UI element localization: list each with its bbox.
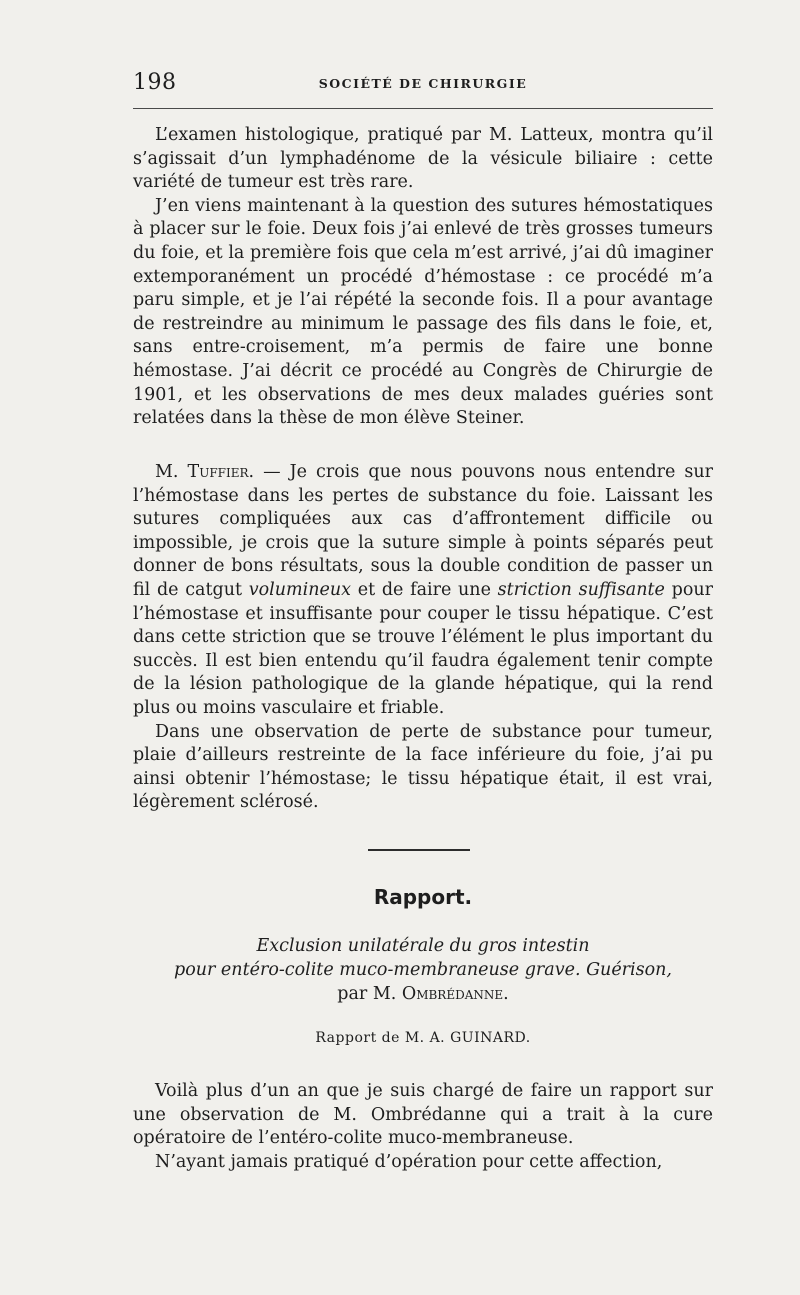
report-title-line-2: pour entéro-colite muco-membraneuse grave. Guérison,	[174, 960, 672, 980]
text-run: et de faire une	[351, 579, 498, 600]
section-title: Rapport.	[373, 885, 473, 909]
author-prefix: par M.	[337, 984, 402, 1004]
body-text-block-2	[133, 461, 713, 815]
speaker-prefix: M.	[155, 462, 188, 482]
body-text-block-1	[133, 124, 713, 431]
report-author-line	[133, 982, 713, 1006]
paragraph-voila: Voilà plus d’un an que je suis chargé de faire un rapport sur une observation de M. Ombrédanne qui a trait à la cure opératoire de l’entéro-colite muco-membraneuse.	[133, 1081, 713, 1149]
paragraph-latteux: L’examen histologique, pratiqué par M. Latteux, montra qu’il s’agissait d’un lymphadénome de la vésicule biliaire : cette variété de tumeur est très rare.	[133, 125, 713, 193]
running-head: SOCIÉTÉ DE CHIRURGIE	[318, 76, 528, 91]
author-suffix: .	[503, 984, 509, 1004]
report-title-line-1: Exclusion unilatérale du gros intestin	[256, 936, 590, 956]
page-header	[133, 68, 713, 109]
paragraph-sutures: J’en viens maintenant à la question des sutures hémostatiques à placer sur le foie. Deux fois j’ai enlevé de très grosses tumeurs du foie, et la première fois que cela m’est arrivé, j’ai dû imaginer extemporanément un procédé d’hémostase : ce procédé m’a paru simple, et je l’ai répété la seconde fois. Il a pour avantage de restreindre au minimum le passage des fils dans le foie, et, sans entre-croisement, m’a permis de faire une bonne hémostase. J’ai décrit ce procédé au Congrès de Chirurgie de 1901, et les observations de mes deux malades guéries sont relatées dans la thèse de mon élève Steiner.	[133, 195, 713, 429]
section-divider	[368, 849, 470, 851]
paragraph-nayant: N’ayant jamais pratiqué d’opération pour cette affection,	[155, 1151, 663, 1172]
body-text-block-3	[133, 1080, 713, 1174]
emphasis-volumineux: volumineux	[248, 579, 351, 600]
author-name: Ombrédanne	[401, 984, 504, 1004]
paragraph-observation: Dans une observation de perte de substance pour tumeur, plaie d’ailleurs restreinte de la face inférieure du foie, j’ai pu ainsi obtenir l’hémostase; le tissu hépatique était, il est vrai, légèrement sclérosé.	[133, 721, 713, 813]
page-number: 198	[133, 70, 177, 95]
text-run: pour l’hémostase et insuffisante pour couper le tissu hépatique. C’est dans cette striction que se trouve l’élément le plus important du succès. Il est bien entendu qu’il faudra également tenir compte de la lésion pathologique de la glande hépatique, qui la rend plus ou moins vasculaire et friable.	[133, 579, 713, 718]
speaker-name: Tuffier	[187, 462, 249, 482]
paragraph-tuffier	[133, 461, 713, 721]
text-run: . — Je crois que nous pouvons nous entendre sur l’hémostase dans les pertes de substance du foie. Laissant les sutures compliquées aux cas d’affrontement difficile ou impossible, je crois que la suture simple à points séparés peut donner de bons résultats, sous la double condition de passer un fil de catgut	[133, 462, 713, 600]
report-by-line: Rapport de M. A. GUINARD.	[315, 1030, 531, 1046]
emphasis-striction: striction suffisante	[497, 579, 665, 600]
report-title	[133, 934, 713, 1006]
